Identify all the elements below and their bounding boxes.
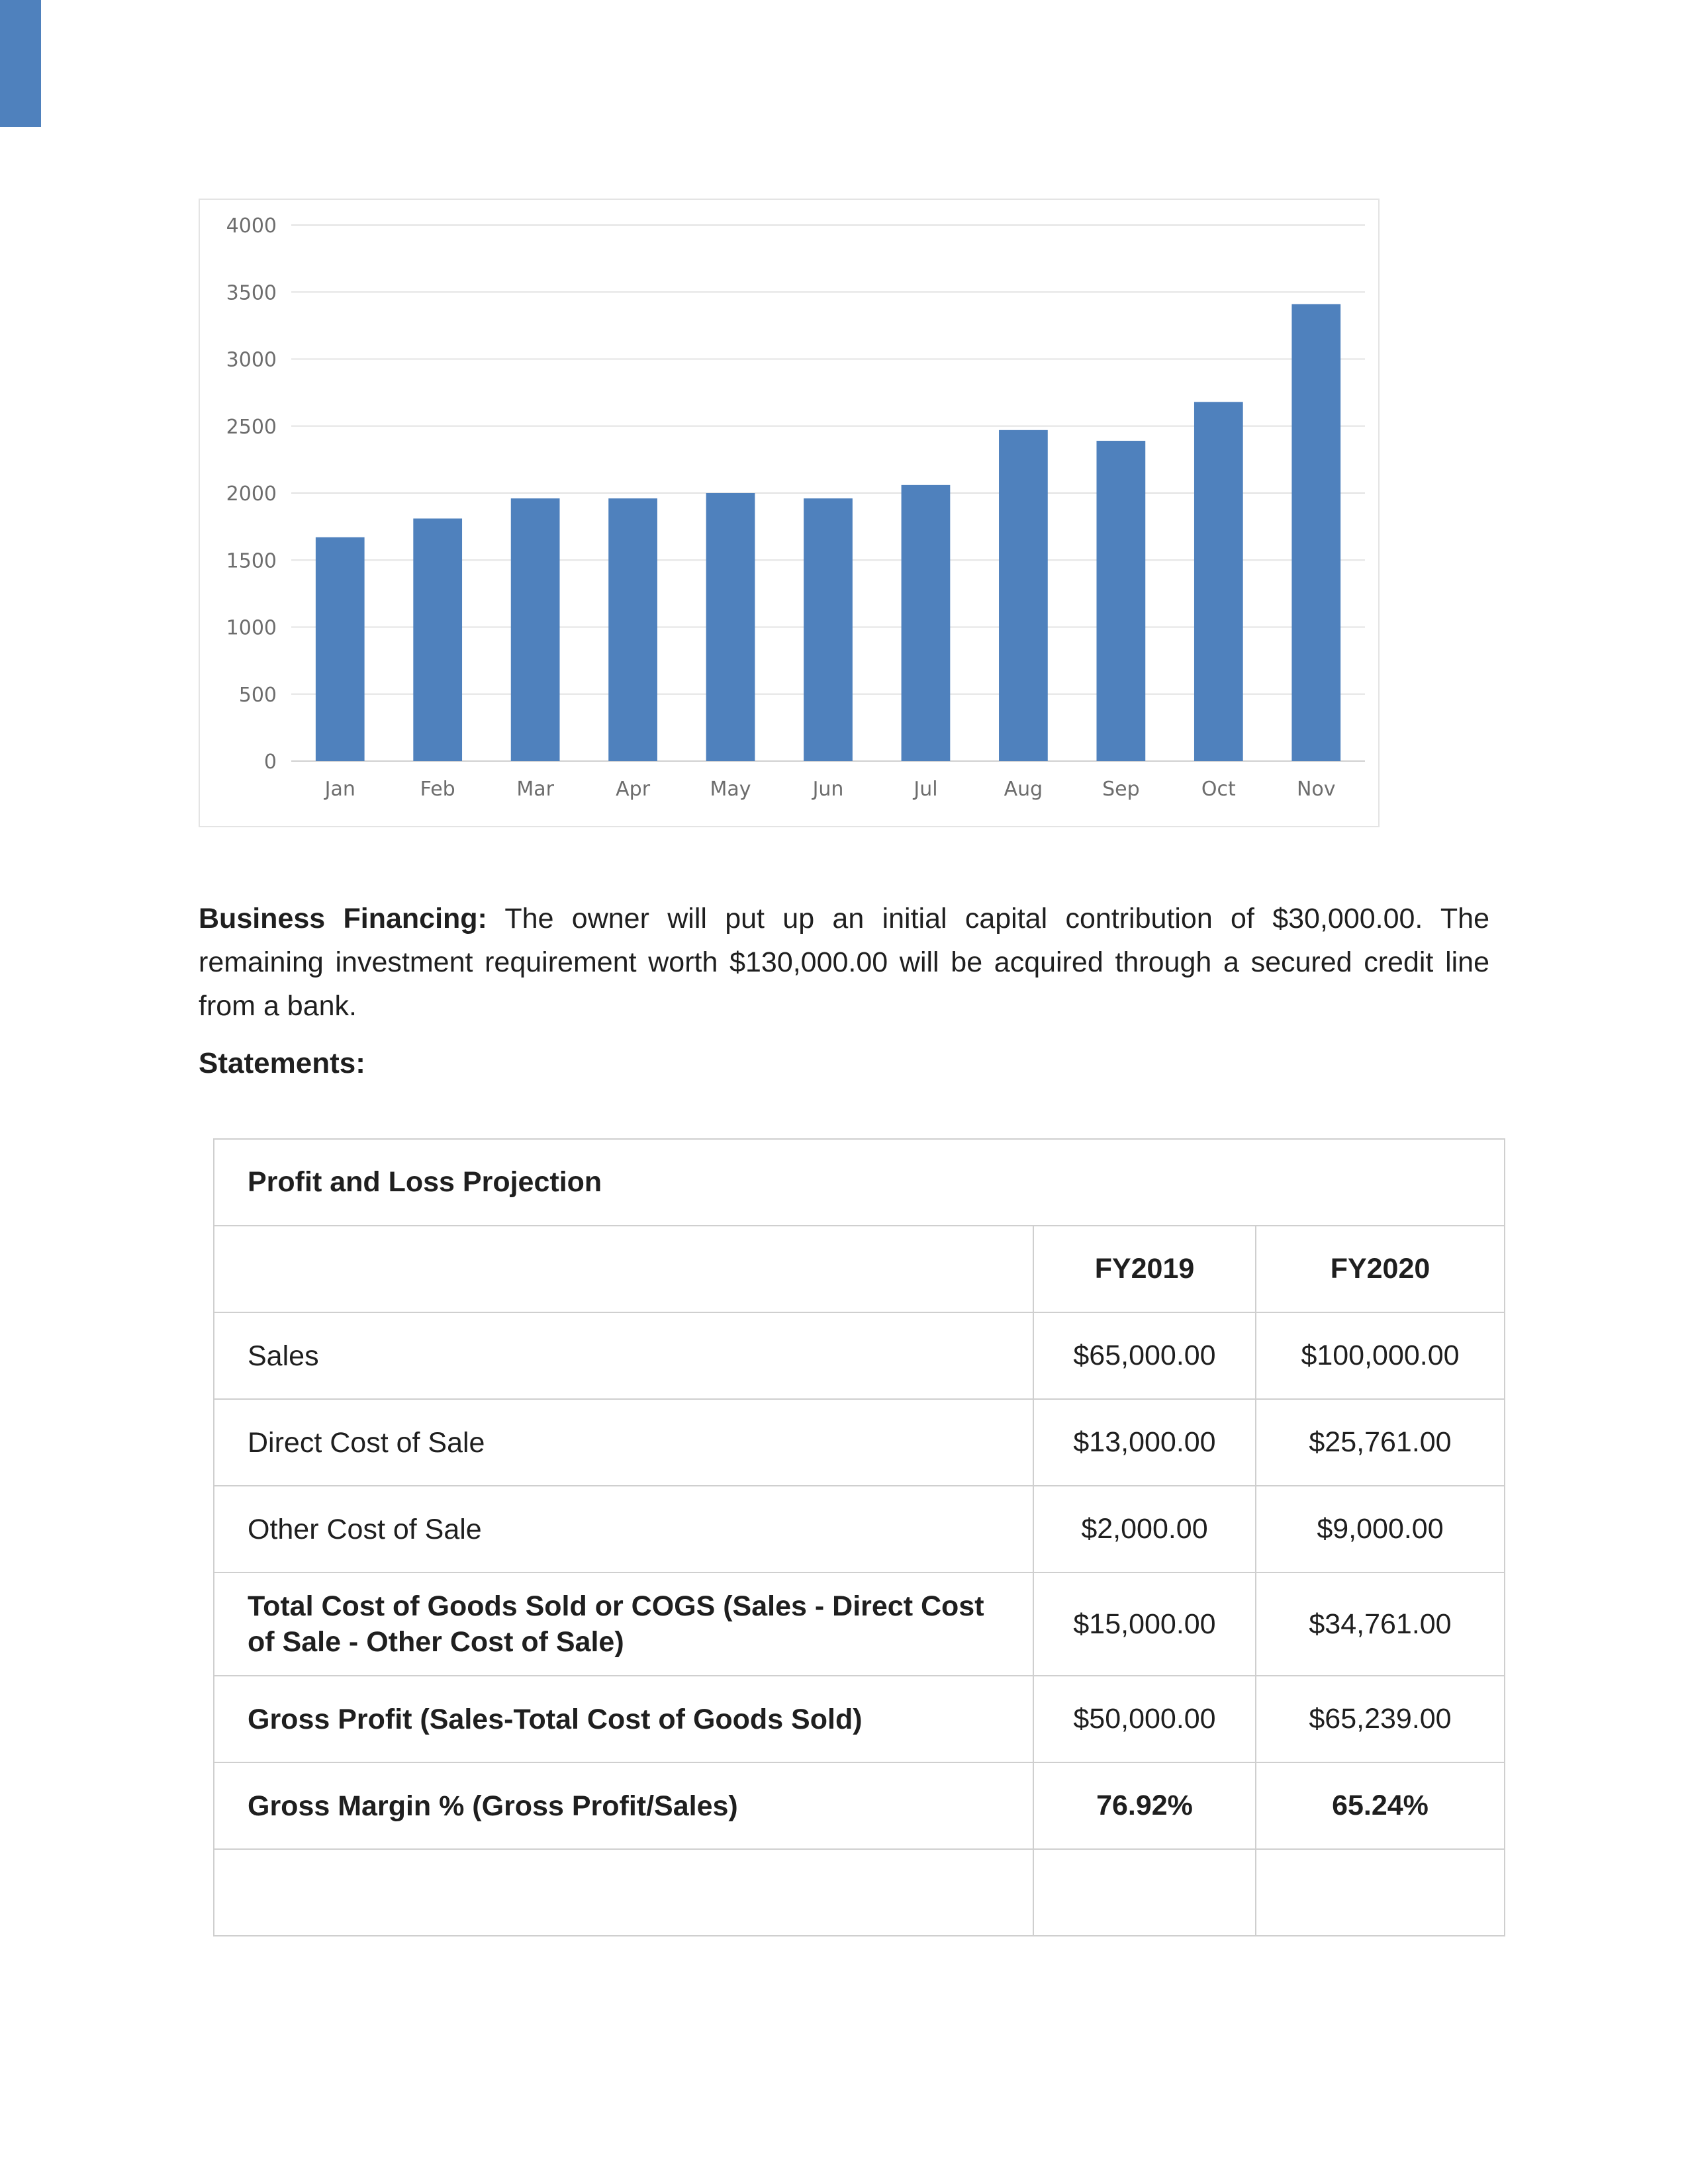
table-row-direct-cost bbox=[214, 1399, 1505, 1486]
bar bbox=[1291, 304, 1340, 761]
y-tick-label: 2000 bbox=[226, 482, 277, 506]
y-tick-label: 1000 bbox=[226, 616, 277, 640]
x-tick-label: Apr bbox=[616, 778, 651, 801]
row-label: Total Cost of Goods Sold or COGS (Sales - Direct Cost of Sale - Other Cost of Sale) bbox=[214, 1572, 1033, 1676]
x-tick-label: Jul bbox=[914, 778, 938, 801]
row-fy2020-value: $65,239.00 bbox=[1256, 1676, 1505, 1762]
bar bbox=[902, 485, 951, 761]
bar bbox=[316, 537, 365, 761]
x-tick-label: Aug bbox=[1004, 778, 1043, 801]
table-row-total-cogs bbox=[214, 1572, 1505, 1676]
row-fy2019-value: 76.92% bbox=[1033, 1762, 1256, 1849]
table-row-gross-profit bbox=[214, 1676, 1505, 1762]
row-fy2019-value: $65,000.00 bbox=[1033, 1312, 1256, 1399]
profit-loss-table bbox=[213, 1138, 1505, 1936]
header-blank bbox=[214, 1226, 1033, 1312]
x-tick-label: Sep bbox=[1102, 778, 1140, 801]
header-fy2019: FY2019 bbox=[1033, 1226, 1256, 1312]
row-label: Sales bbox=[214, 1312, 1033, 1399]
bar bbox=[1097, 441, 1146, 761]
row-fy2020-value: $34,761.00 bbox=[1256, 1572, 1505, 1676]
row-fy2020-value: 65.24% bbox=[1256, 1762, 1505, 1849]
y-tick-label: 3000 bbox=[226, 348, 277, 372]
bar bbox=[413, 518, 462, 761]
y-tick-label: 500 bbox=[238, 683, 277, 707]
row-fy2020-value: $9,000.00 bbox=[1256, 1486, 1505, 1572]
bar bbox=[511, 498, 560, 761]
bar bbox=[706, 493, 755, 761]
business-financing-label: Business Financing: bbox=[199, 903, 487, 934]
row-label bbox=[214, 1849, 1033, 1936]
x-tick-label: Mar bbox=[516, 778, 554, 801]
y-tick-label: 3500 bbox=[226, 281, 277, 305]
row-fy2019-value: $2,000.00 bbox=[1033, 1486, 1256, 1572]
header-fy2020: FY2020 bbox=[1256, 1226, 1505, 1312]
row-fy2019-value bbox=[1033, 1849, 1256, 1936]
x-tick-label: Nov bbox=[1296, 778, 1336, 801]
x-tick-label: Jan bbox=[324, 778, 355, 801]
bar bbox=[1194, 402, 1243, 761]
bar-chart-svg bbox=[200, 200, 1378, 826]
row-label: Gross Margin % (Gross Profit/Sales) bbox=[214, 1762, 1033, 1849]
row-fy2020-value bbox=[1256, 1849, 1505, 1936]
business-financing-text: The owner will put up an initial capital contribution of $30,000.00. The remaining investment requirement worth $130,000.00 will be acquired through a secured credit line from a bank. bbox=[199, 903, 1490, 1022]
table-title-row bbox=[214, 1139, 1505, 1226]
statements-heading: Statements: bbox=[199, 1047, 365, 1079]
y-tick-label: 1500 bbox=[226, 549, 277, 573]
table-row-other-cost bbox=[214, 1486, 1505, 1572]
row-fy2020-value: $100,000.00 bbox=[1256, 1312, 1505, 1399]
y-tick-label: 2500 bbox=[226, 415, 277, 439]
row-label: Gross Profit (Sales-Total Cost of Goods Sold) bbox=[214, 1676, 1033, 1762]
row-fy2019-value: $50,000.00 bbox=[1033, 1676, 1256, 1762]
table-row-empty bbox=[214, 1849, 1505, 1936]
bar bbox=[608, 498, 657, 761]
corner-accent-bar bbox=[0, 0, 41, 127]
y-tick-label: 0 bbox=[263, 751, 277, 774]
bar bbox=[999, 430, 1048, 761]
table-row-sales bbox=[214, 1312, 1505, 1399]
row-label: Direct Cost of Sale bbox=[214, 1399, 1033, 1486]
monthly-bar-chart bbox=[199, 199, 1380, 827]
x-tick-label: Feb bbox=[420, 778, 455, 801]
row-fy2020-value: $25,761.00 bbox=[1256, 1399, 1505, 1486]
table-header-row bbox=[214, 1226, 1505, 1312]
x-tick-label: Oct bbox=[1201, 778, 1236, 801]
y-tick-label: 4000 bbox=[226, 214, 277, 238]
row-label: Other Cost of Sale bbox=[214, 1486, 1033, 1572]
x-tick-label: May bbox=[710, 778, 751, 801]
bar bbox=[804, 498, 853, 761]
x-tick-label: Jun bbox=[812, 778, 844, 801]
business-financing-paragraph bbox=[199, 897, 1489, 1028]
table-title: Profit and Loss Projection bbox=[214, 1139, 1505, 1226]
row-fy2019-value: $15,000.00 bbox=[1033, 1572, 1256, 1676]
row-fy2019-value: $13,000.00 bbox=[1033, 1399, 1256, 1486]
table-row-gross-margin bbox=[214, 1762, 1505, 1849]
